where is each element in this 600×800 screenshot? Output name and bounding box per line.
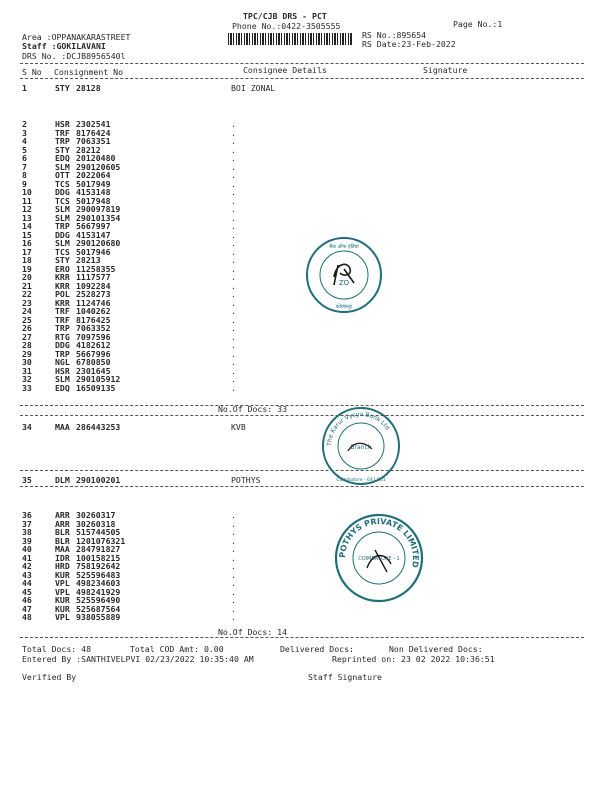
row-number: 34 [22,422,32,432]
consignee-placeholder: . [231,357,236,367]
consignment-code: OTT [55,170,70,180]
consignee-placeholder: . [231,170,236,180]
consignee-placeholder: . [231,603,236,614]
row-number: 4 [22,136,27,146]
consignment-number: 2022064 [76,170,111,180]
consignment-number: 290120605 [76,161,121,172]
consignment-code: DDG [55,229,70,240]
table-row [0,384,600,393]
consignment-code: KUR [55,569,70,580]
non-delivered-docs: Non Delivered Docs: [389,644,483,654]
stamp-text: Branch [350,444,372,451]
consignment-number: 8176425 [76,314,111,325]
divider [20,637,584,638]
consignment-number: 11258355 [76,263,116,274]
consignment-number: 30260318 [76,518,116,529]
col-consignment: Consignment No [54,67,124,77]
row-number: 2 [22,119,27,129]
row-number: 23 [22,297,32,308]
row-number: 7 [22,161,27,172]
document-title: TPC/CJB DRS - PCT [243,11,327,21]
consignment-code: HSR [55,365,70,376]
consignment-code: SLM [55,161,70,172]
table-row [0,476,600,485]
consignment-code: SLM [55,374,70,384]
row-number: 24 [22,306,32,316]
row-number: 40 [22,544,32,554]
consignee-placeholder: . [231,544,236,554]
consignment-code: DLM [55,475,70,485]
row-number: 35 [22,475,32,485]
consignee-name: POTHYS [231,475,261,485]
consignee-placeholder: . [231,144,236,155]
row-number: 16 [22,238,32,248]
row-number: 47 [22,603,32,614]
consignment-code: ERO [55,263,70,274]
consignee-placeholder: . [231,535,236,546]
stamp-text: Coimbatore - 641 001 [336,478,386,483]
consignment-number: 20120480 [76,153,116,163]
row-number: 31 [22,365,32,376]
rs-number: RS No.:895654 [362,30,427,40]
staff-label: Staff :GOKILAVANI [22,41,106,51]
row-number: 9 [22,178,27,189]
divider [20,63,584,64]
consignment-code: KRR [55,280,70,291]
consignee-placeholder: . [231,340,236,350]
row-number: 25 [22,314,32,325]
row-number: 46 [22,595,32,605]
total-cod: Total COD Amt: 0.00 [130,644,224,654]
row-number: 20 [22,272,32,282]
row-number: 1 [22,83,27,93]
stamp-text: कोयंबत्तूर [335,304,353,310]
consignment-code: ARR [55,510,70,520]
consignment-number: 290120680 [76,238,121,248]
consignment-code: EDQ [55,382,70,393]
consignment-code: POL [55,289,70,299]
consignee-placeholder: . [231,510,236,520]
consignment-code: STY [55,144,70,155]
consignee-placeholder: . [231,552,236,563]
consignment-code: ARR [55,518,70,529]
boi-stamp [304,235,384,315]
consignment-number: 1092284 [76,280,111,291]
consignee-placeholder: . [231,161,236,172]
verified-by: Verified By [22,672,77,682]
row-number: 6 [22,153,27,163]
row-number: 12 [22,204,32,214]
consignee-placeholder: . [231,297,236,308]
consignment-code: SLM [55,212,70,223]
consignment-number: 7063352 [76,323,111,333]
consignment-number: 8176424 [76,127,111,138]
row-number: 8 [22,170,27,180]
divider [20,470,584,471]
row-number: 45 [22,586,32,597]
consignment-code: HRD [55,561,70,571]
consignment-code: TRP [55,136,70,146]
col-signature: Signature [423,65,468,75]
consignment-number: 28212 [76,144,101,155]
consignee-placeholder: . [231,246,236,257]
consignment-number: 290100201 [76,475,121,485]
consignment-code: TRP [55,323,70,333]
consignment-number: 938055889 [76,612,121,622]
consignment-code: VPL [55,578,70,588]
consignment-number: 498234603 [76,578,121,588]
consignment-number: 286443253 [76,422,121,432]
consignee-placeholder: . [231,561,236,571]
consignment-number: 290097819 [76,204,121,214]
drs-number: DRS No. :DCJB8956540l [22,51,126,61]
table-row [0,423,600,432]
row-number: 10 [22,187,32,197]
row-number: 15 [22,229,32,240]
consignment-number: 2302541 [76,119,111,129]
consignment-code: NGL [55,357,70,367]
consignee-placeholder: . [231,612,236,622]
consignment-code: KRR [55,272,70,282]
table-row [0,613,600,622]
consignment-number: 4182612 [76,340,111,350]
consignment-number: 16509135 [76,382,116,393]
consignment-number: 1040262 [76,306,111,316]
consignment-code: DDG [55,340,70,350]
row-number: 3 [22,127,27,138]
row-number: 29 [22,348,32,359]
col-sno: S No [22,67,42,77]
table-row [0,84,600,93]
divider [20,78,584,79]
consignment-number: 4153147 [76,229,111,240]
row-number: 5 [22,144,27,155]
consignee-placeholder: . [231,323,236,333]
consignment-number: 5667996 [76,348,111,359]
row-number: 27 [22,331,32,342]
consignee-placeholder: . [231,518,236,529]
divider [20,405,584,406]
consignment-number: 290101354 [76,212,121,223]
consignment-number: 5017949 [76,178,111,189]
pothys-stamp [333,512,425,604]
row-number: 42 [22,561,32,571]
consignment-number: 7097596 [76,331,111,342]
consignee-placeholder: . [231,314,236,325]
docs-count: No.Of Docs: 14 [218,627,288,637]
consignee-placeholder: . [231,280,236,291]
row-number: 14 [22,221,32,231]
stamp-ring-text: POTHYS PRIVATE LIMITED [337,516,421,569]
divider [20,486,584,487]
consignment-number: 1117577 [76,272,111,282]
row-number: 17 [22,246,32,257]
stamp-ring-text: The Karur Vysya Bank Ltd [325,410,391,447]
row-number: 22 [22,289,32,299]
delivered-docs: Delivered Docs: [280,644,354,654]
consignment-number: 100158215 [76,552,121,563]
staff-signature: Staff Signature [308,672,382,682]
consignment-code: TRF [55,127,70,138]
consignment-number: 525687564 [76,603,121,614]
consignment-code: TCS [55,178,70,189]
consignment-code: TCS [55,195,70,206]
consignee-placeholder: . [231,119,236,129]
row-number: 28 [22,340,32,350]
consignee-placeholder: . [231,331,236,342]
consignee-placeholder: . [231,272,236,282]
consignee-placeholder: . [231,586,236,597]
consignee-placeholder: . [231,382,236,393]
consignee-placeholder: . [231,212,236,223]
divider [20,415,584,416]
consignee-placeholder: . [231,187,236,197]
entered-by: Entered By :SANTHIVELPVI 02/23/2022 10:35:40 AM [22,654,254,664]
stamp-text: COIMBATORE - 1 [358,556,400,562]
consignee-placeholder: . [231,178,236,189]
consignee-placeholder: . [231,374,236,384]
consignee-placeholder: . [231,255,236,265]
consignment-number: 2301645 [76,365,111,376]
consignee-placeholder: . [231,136,236,146]
consignment-code: TRF [55,306,70,316]
consignment-code: TRP [55,221,70,231]
consignment-code: SLM [55,204,70,214]
consignee-placeholder: . [231,289,236,299]
row-number: 21 [22,280,32,291]
row-number: 36 [22,510,32,520]
consignee-placeholder: . [231,221,236,231]
row-number: 26 [22,323,32,333]
consignment-number: 525596483 [76,569,121,580]
consignment-number: 290105912 [76,374,121,384]
consignment-code: EDQ [55,153,70,163]
consignment-number: 28128 [76,83,101,93]
consignment-code: STY [55,255,70,265]
total-docs: Total Docs: 48 [22,644,92,654]
consignment-number: 5667997 [76,221,111,231]
area-label: Area :OPPANAKARASTREET [22,32,131,42]
consignment-code: RTG [55,331,70,342]
consignment-number: 1201076321 [76,535,126,546]
page-number: Page No.:1 [453,19,503,29]
consignment-number: 758192642 [76,561,121,571]
consignment-code: KUR [55,603,70,614]
row-number: 48 [22,612,32,622]
row-number: 19 [22,263,32,274]
consignee-placeholder: . [231,595,236,605]
consignee-placeholder: . [231,306,236,316]
kvb-stamp [320,405,402,487]
reprinted-on: Reprinted on: 23 02 2022 10:36:51 [332,654,495,664]
rs-date: RS Date:23-Feb-2022 [362,39,456,49]
consignee-placeholder: . [231,263,236,274]
consignment-number: 5017946 [76,246,111,257]
barcode [228,33,353,45]
consignee-placeholder: . [231,238,236,248]
consignee-placeholder: . [231,127,236,138]
consignment-code: KRR [55,297,70,308]
consignment-code: VPL [55,586,70,597]
consignment-code: DDG [55,187,70,197]
docs-count: No.Of Docs: 33 [218,404,288,414]
consignment-code: STY [55,83,70,93]
row-number: 18 [22,255,32,265]
consignment-number: 284791827 [76,544,121,554]
consignee-placeholder: . [231,153,236,163]
consignment-number: 525596490 [76,595,121,605]
consignee-placeholder: . [231,569,236,580]
row-number: 41 [22,552,32,563]
consignee-placeholder: . [231,195,236,206]
consignment-number: 515744505 [76,527,121,537]
consignee-name: KVB [231,422,246,432]
stamp-text: बैंक ऑफ इंडिया [329,244,359,250]
consignment-number: 2528273 [76,289,111,299]
stamp-text: ZO [338,279,350,287]
consignment-code: MAA [55,422,70,432]
consignment-code: SLM [55,238,70,248]
consignment-code: MAA [55,544,70,554]
consignment-number: 5017948 [76,195,111,206]
consignee-placeholder: . [231,527,236,537]
consignee-placeholder: . [231,365,236,376]
consignee-placeholder: . [231,204,236,214]
col-consignee: Consignee Details [243,65,327,75]
consignment-number: 6780850 [76,357,111,367]
consignment-code: TCS [55,246,70,257]
consignment-code: TRF [55,314,70,325]
consignment-code: BLR [55,527,70,537]
consignment-code: HSR [55,119,70,129]
row-number: 11 [22,195,32,206]
row-number: 33 [22,382,32,393]
consignment-code: BLR [55,535,70,546]
consignee-placeholder: . [231,348,236,359]
row-number: 44 [22,578,32,588]
consignment-number: 28213 [76,255,101,265]
consignee-placeholder: . [231,229,236,240]
row-number: 13 [22,212,32,223]
consignment-code: TRP [55,348,70,359]
phone-number: Phone No.:0422-3505555 [232,21,341,31]
row-number: 39 [22,535,32,546]
row-number: 37 [22,518,32,529]
consignment-code: KUR [55,595,70,605]
consignee-name: BOI ZONAL [231,83,276,93]
consignment-number: 30260317 [76,510,116,520]
row-number: 38 [22,527,32,537]
row-number: 30 [22,357,32,367]
consignment-code: IDR [55,552,70,563]
consignment-code: VPL [55,612,70,622]
row-number: 43 [22,569,32,580]
consignment-number: 7063351 [76,136,111,146]
consignee-placeholder: . [231,578,236,588]
consignment-number: 4153148 [76,187,111,197]
row-number: 32 [22,374,32,384]
consignment-number: 1124746 [76,297,111,308]
consignment-number: 498241929 [76,586,121,597]
